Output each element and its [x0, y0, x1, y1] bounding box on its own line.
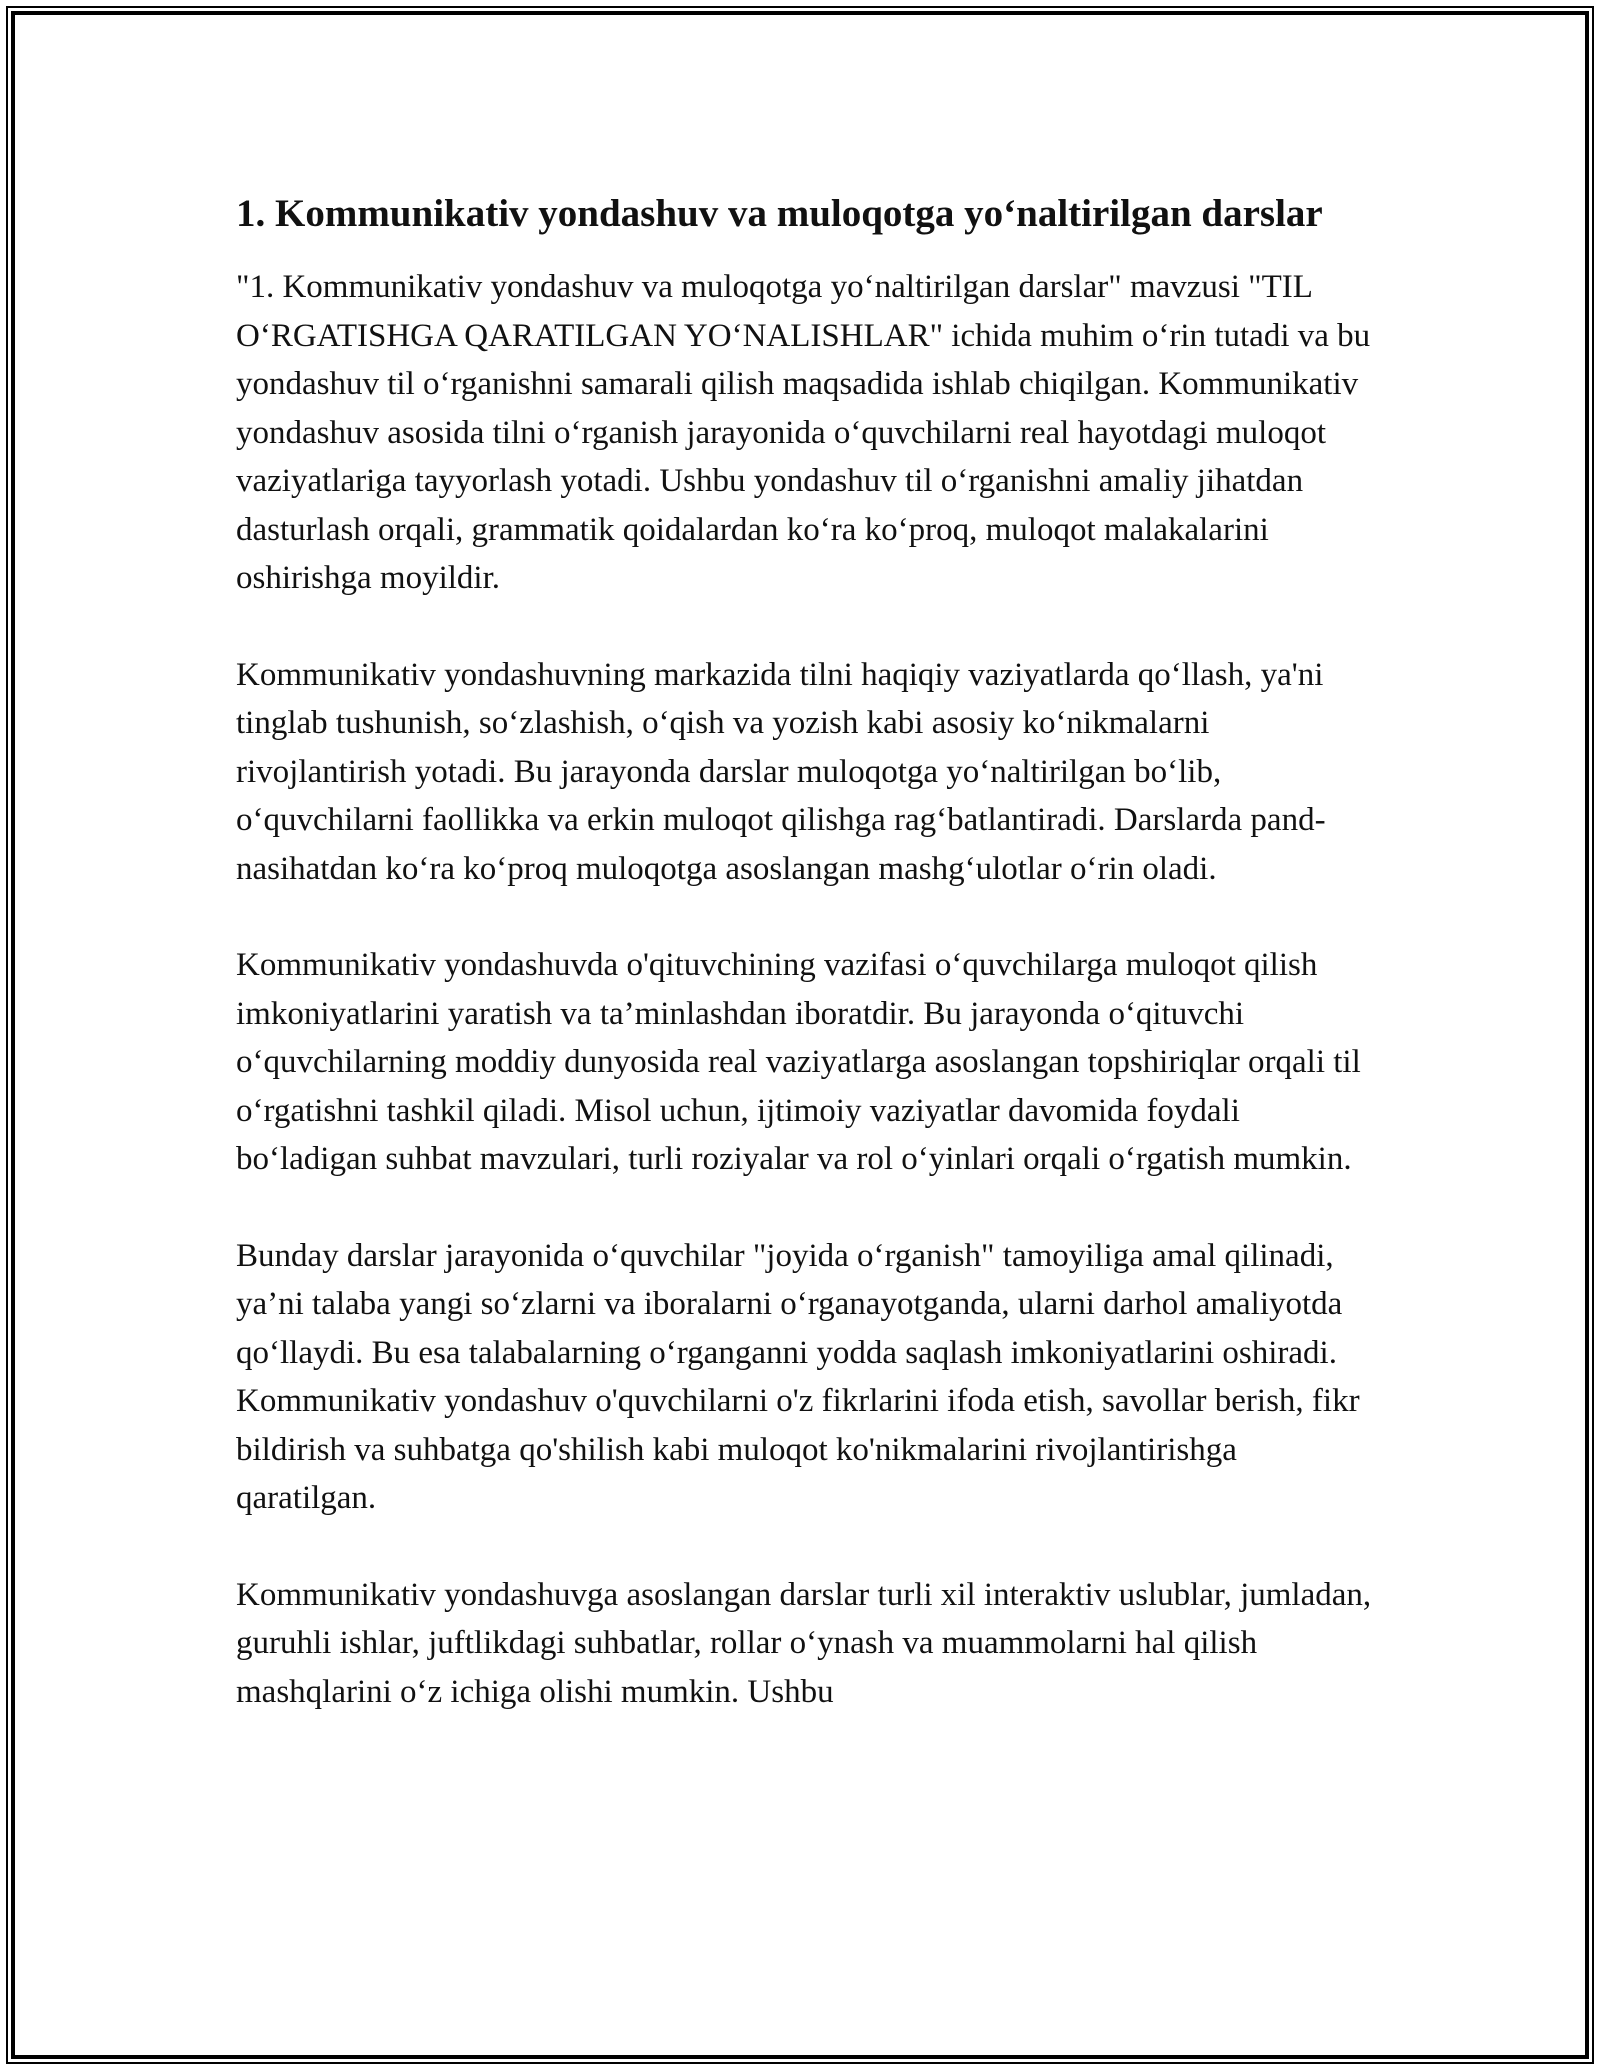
paragraph-3: Kommunikativ yondashuvda o'qituvchining vazifasi o‘quvchilarga muloqot qilish imkoniyatlarini yaratish va ta’minlashdan iboratdir. Bu jarayonda o‘qituvchi o‘quvchilarning moddiy dunyosida real vaziyatlarga asoslangan topshiriqlar orqali til o‘rgatishni tashkil qiladi. Misol uchun, ijtimoiy vaziyatlar davomida foydali bo‘ladigan suhbat mavzulari, turli roziyalar va rol o‘yinlari orqali o‘rgatish mumkin.	[236, 947, 1361, 1177]
section-heading: 1. Kommunikativ yondashuv va muloqotga yo‘naltirilgan darslar	[236, 192, 1323, 235]
paragraph-2: Kommunikativ yondashuvning markazida tilni haqiqiy vaziyatlarda qo‘llash, ya'ni tinglab tushunish, so‘zlashish, o‘qish va yozish kabi asosiy ko‘nikmalarni rivojlantirish yotadi. Bu jarayonda darslar muloqotga yo‘naltirilgan bo‘lib, o‘quvchilarni faollikka va erkin muloqot qilishga rag‘batlantiradi. Darslarda pand-nasihatdan ko‘ra ko‘proq muloqotga asoslangan mashg‘ulotlar o‘rin oladi.	[236, 656, 1326, 887]
paragraph-1: "1. Kommunikativ yondashuv va muloqotga yo‘naltirilgan darslar" mavzusi "TIL O‘RGATISHGA QARATILGAN YO‘NALISHLAR" ichida muhim o‘rin tutadi va bu yondashuv til o‘rganishni samarali qilish maqsadida ishlab chiqilgan. Kommunikativ yondashuv asosida tilni o‘rganish jarayonida o‘quvchilarni real hayotdagi muloqot vaziyatlariga tayyorlash yotadi. Ushbu yondashuv til o‘rganishni amaliy jihatdan dasturlash orqali, grammatik qoidalardan ko‘ra ko‘proq, muloqot malakalarini oshirishga moyildir.	[236, 269, 1371, 596]
paragraph-4: Bunday darslar jarayonida o‘quvchilar "joyida o‘rganish" tamoyiliga amal qilinadi, ya’ni talaba yangi so‘zlarni va iboralarni o‘rganayotganda, ularni darhol amaliyotda qo‘llaydi. Bu esa talabalarning o‘rganganni yodda saqlash imkoniyatlarini oshiradi. Kommunikativ yondashuv o'quvchilarni o'z fikrlarini ifoda etish, savollar berish, fikr bildirish va suhbatga qo'shilish kabi muloqot ko'nikmalarini rivojlantirishga qaratilgan.	[236, 1237, 1360, 1516]
paragraph-5: Kommunikativ yondashuvga asoslangan darslar turli xil interaktiv uslublar, jumladan, guruhli ishlar, juftlikdagi suhbatlar, rollar o‘ynash va muammolarni hal qilish mashqlarini o‘z ichiga olishi mumkin. Ushbu	[236, 1576, 1372, 1710]
document-body	[236, 186, 1376, 1764]
